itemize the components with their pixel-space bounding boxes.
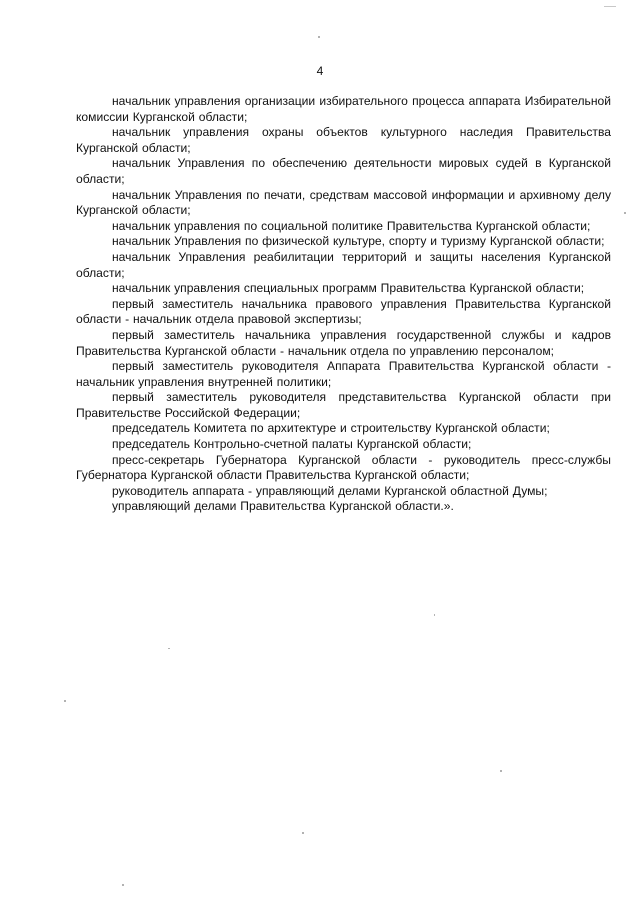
list-item: председатель Контрольно-счетной палаты Курганской области;	[112, 437, 472, 452]
scan-speck	[318, 36, 320, 38]
list-item: начальник Управления по обеспечению деятельности мировых судей в Курганской области;	[76, 156, 611, 186]
list-item: начальник управления по социальной политике Правительства Курганской области;	[112, 218, 591, 233]
list-item: первый заместитель начальника правового управления Правительства Курганской области - начальник отдела правовой экспертизы;	[76, 296, 611, 327]
scan-speck	[434, 614, 435, 616]
list-item: первый заместитель начальника управления государственной службы и кадров Правительства Курганской области - начальник отдела по управлению персоналом;	[76, 327, 611, 358]
list-item: председатель Комитета по архитектуре и строительству Курганской области;	[112, 421, 550, 436]
scan-speck	[168, 648, 170, 649]
page-number: 4	[316, 64, 324, 78]
scan-speck	[604, 6, 616, 7]
scan-speck	[500, 770, 502, 772]
list-item: руководитель аппарата - управляющий делами Курганской областной Думы;	[112, 483, 548, 498]
list-item: начальник Управления по физической культуре, спорту и туризму Курганской области;	[112, 234, 605, 249]
list-item: пресс-секретарь Губернатора Курганской области - руководитель пресс-службы Губернатора Курганской области Правительства Курганской области;	[76, 452, 611, 483]
scan-speck	[64, 700, 66, 702]
list-item: первый заместитель руководителя Аппарата Правительства Курганской области - начальник управления внутренней политики;	[76, 359, 611, 389]
list-item: управляющий делами Правительства Курганской области.».	[112, 499, 454, 514]
list-item: начальник управления охраны объектов культурного наследия Правительства Курганской области;	[76, 125, 611, 155]
document-body	[76, 94, 611, 515]
scan-speck	[302, 832, 304, 834]
list-item: начальник управления специальных программ Правительства Курганской области;	[112, 281, 585, 296]
list-item: начальник Управления по печати, средствам массовой информации и архивному делу Курганской области;	[76, 187, 611, 218]
scan-speck	[122, 884, 124, 886]
list-item: начальник управления организации избирательного процесса аппарата Избирательной комиссии Курганской области;	[76, 94, 611, 124]
list-item: начальник Управления реабилитации территорий и защиты населения Курганской области;	[76, 249, 611, 280]
scan-speck	[624, 212, 626, 214]
list-item: первый заместитель руководителя представительства Курганской области при Правительстве Российской Федерации;	[76, 390, 611, 420]
